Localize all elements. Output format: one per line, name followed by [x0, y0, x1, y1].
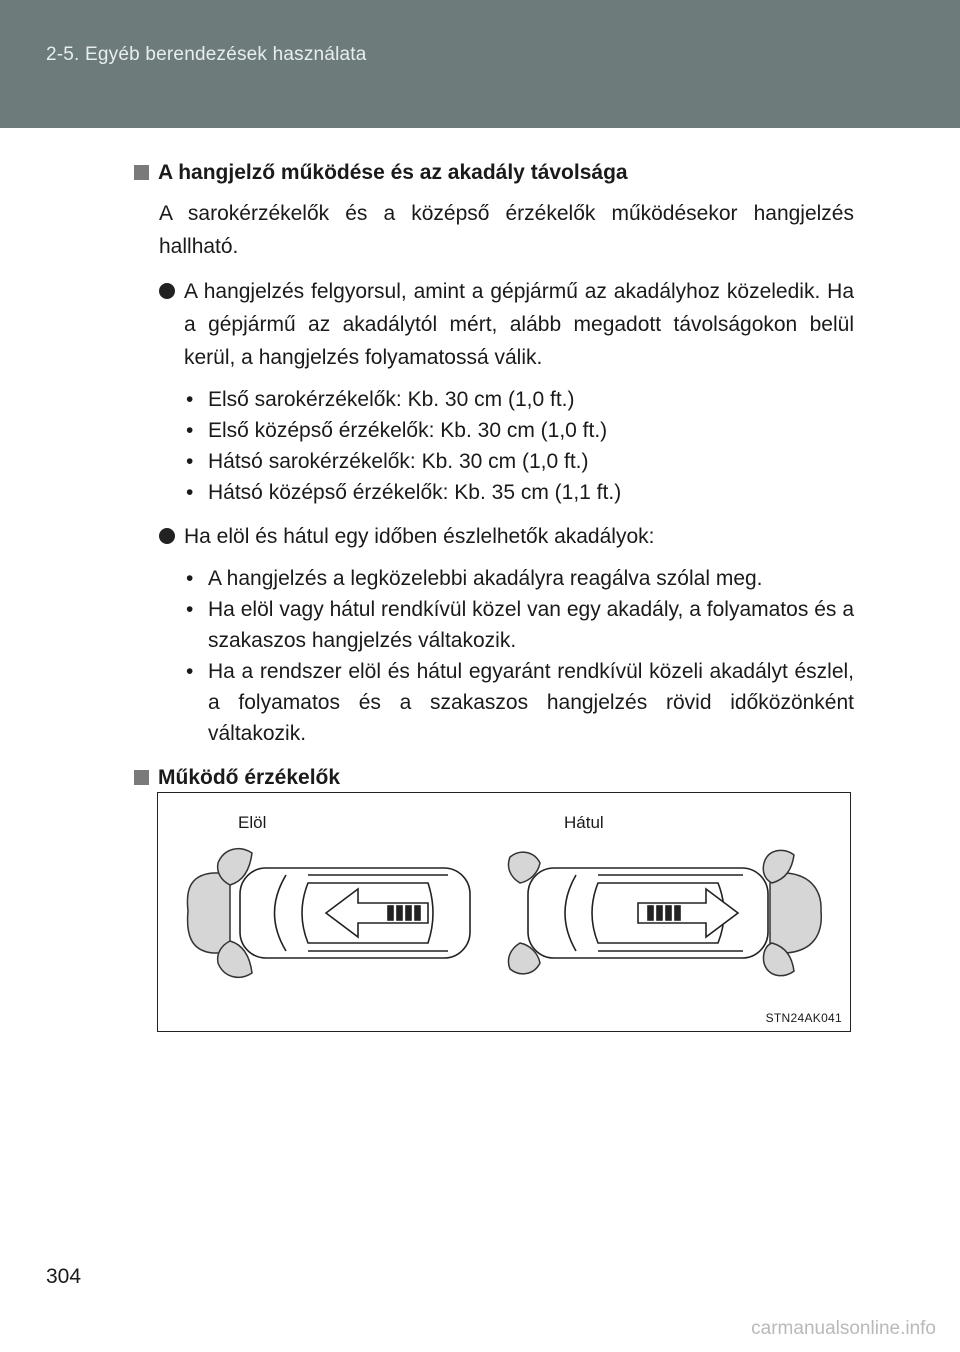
- sensor-figure: [157, 792, 851, 1032]
- page-number: 304: [46, 1265, 82, 1288]
- square-bullet-icon: [134, 770, 149, 785]
- list-item: • Első középső érzékelők: Kb. 30 cm (1,0 ft.): [184, 415, 854, 446]
- heading-text: Működő érzékelők: [158, 766, 341, 789]
- heading-horn-operation: [134, 156, 854, 189]
- point-1-text: A hangjelzés felgyorsul, amint a gépjármű az akadályhoz közeledik. Ha a gépjármű az akadálytól mért, alább megadott távolságokon belül kerül, a hangjelzés folyamatossá válik.: [184, 280, 854, 369]
- intro-paragraph: A sarokérzékelők és a középső érzékelők működésekor hangjelzés hallható.: [159, 202, 854, 258]
- main-content: [134, 156, 854, 794]
- heading-text: A hangjelző működése és az akadály távolsága: [158, 161, 628, 184]
- point-2-text: Ha elöl és hátul egy időben észlelhetők akadályok:: [184, 525, 655, 548]
- list-item: • Ha a rendszer elöl és hátul egyaránt rendkívül közeli akadályt észlel, a folyamatos és a szakaszos hangjelzés rövid időközönként váltakozik.: [184, 656, 854, 749]
- square-bullet-icon: [134, 165, 149, 180]
- list-item: • Első sarokérzékelők: Kb. 30 cm (1,0 ft.): [184, 384, 854, 415]
- circle-bullet-icon: [159, 283, 175, 299]
- list-item: • A hangjelzés a legközelebbi akadályra reagálva szólal meg.: [184, 563, 854, 594]
- section-title: 2-5. Egyéb berendezések használata: [46, 44, 367, 65]
- list-item: • Hátsó sarokérzékelők: Kb. 30 cm (1,0 ft.): [184, 446, 854, 477]
- rear-center-zone: [770, 873, 821, 953]
- list-item: • Ha elöl vagy hátul rendkívül közel van egy akadály, a folyamatos és a szakaszos hangjelzés váltakozik.: [184, 594, 854, 656]
- front-center-zone: [187, 873, 230, 953]
- heading-active-sensors: [134, 761, 854, 794]
- list-item: • Hátsó középső érzékelők: Kb. 35 cm (1,1 ft.): [184, 477, 854, 508]
- label-front: Elöl: [238, 813, 267, 832]
- label-rear: Hátul: [564, 813, 604, 832]
- circle-bullet-icon: [159, 528, 175, 544]
- figure-code: STN24AK041: [765, 1011, 842, 1025]
- point-2: [159, 520, 854, 553]
- cases-list: [184, 563, 854, 749]
- point-1: [159, 275, 854, 374]
- distance-list: [184, 384, 854, 508]
- page-header: [0, 0, 960, 128]
- watermark: carmanualsonline.info: [751, 1318, 936, 1339]
